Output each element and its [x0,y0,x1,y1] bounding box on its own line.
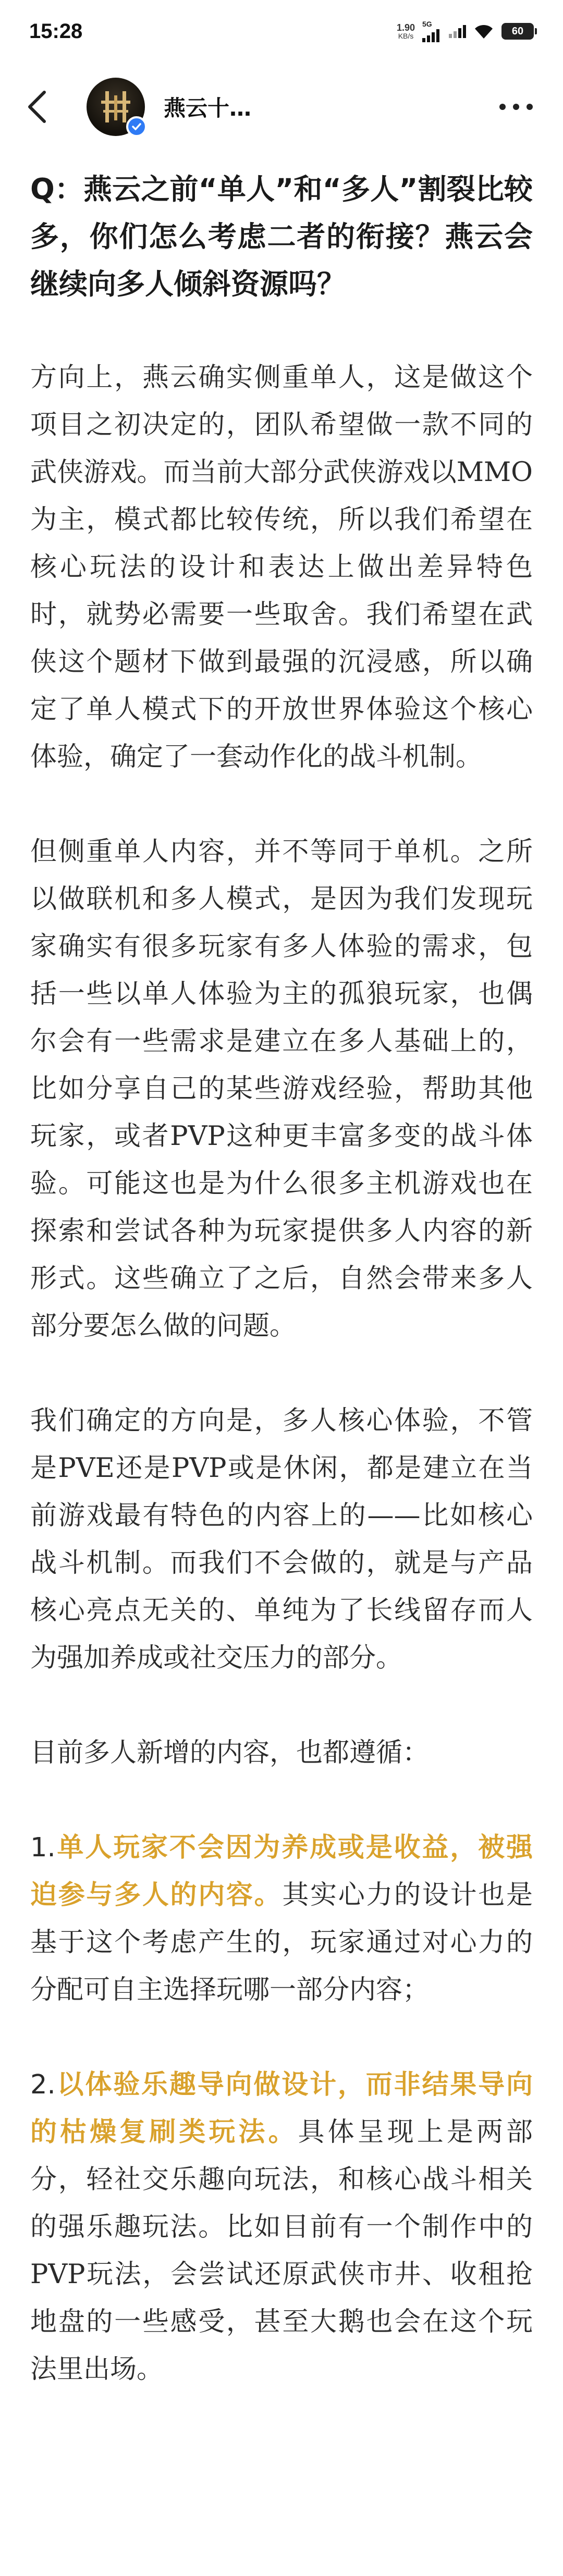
more-options-button[interactable] [488,93,544,120]
question-heading: Q：燕云之前“单人”和“多人”割裂比较多，你们怎么考虑二者的衔接？燕云会继续向多人倾斜资源吗？ [30,172,533,301]
signal-5g-icon [422,20,439,42]
principle-highlight: 以体验乐趣导向做设计，而非结果导向的枯燥复刷类玩法。 [30,2069,533,2148]
status-time: 15:28 [29,19,83,43]
top-nav-bar [0,63,563,151]
network-type: 5G [422,20,432,28]
network-speed [397,23,415,40]
network-speed-value: 1.90 [396,22,415,33]
principle-number: 2. [30,2069,56,2100]
paragraph-multiplayer-reason: 但侧重单人内容，并不等同于单机。之所以做联机和多人模式，是因为我们发现玩家确实有很多玩家有多人体验的需求，包括一些以单人体验为主的孤狼玩家，也偶尔会有一些需求是建立在多人基础上的，比如分享自己的某些游戏经验，帮助其他玩家，或者PVP这种更丰富多变的战斗体验。可能这也是为什么很多主机游戏也在探索和尝试各种为玩家提供多人内容的新形式。这些确立了之后，自然会带来多人部分要怎么做的问题。 [30,836,533,1341]
principle-item-1 [30,1824,533,2014]
principle-text: 具体呈现上是两部分，轻社交乐趣向玩法，和核心战斗相关的强乐趣玩法。比如目前有一个制作中的PVP玩法，会尝试还原武侠市井、收租抢地盘的一些感受，甚至大鹅也会在这个玩法里出场。 [30,2117,533,2385]
principle-item-2 [30,2061,533,2393]
chevron-left-icon [27,90,47,124]
account-name[interactable]: 燕云十… [164,95,252,121]
paragraph-direction: 方向上，燕云确实侧重单人，这是做这个项目之初决定的，团队希望做一款不同的武侠游戏。而当前大部分武侠游戏以MMO为主，模式都比较传统，所以我们希望在核心玩法的设计和表达上做出差异特色时，就势必需要一些取舍。我们希望在武侠这个题材下做到最强的沉浸感，所以确定了单人模式下的开放世界体验这个核心体验，确定了一套动作化的战斗机制。 [30,362,533,772]
principle-number: 1. [30,1832,56,1863]
principle-highlight: 单人玩家不会因为养成或是收益，被强迫参与多人的内容。 [30,1832,533,1911]
verified-check-icon [126,116,147,137]
principle-text: 其实心力的设计也是基于这个考虑产生的，玩家通过对心力的分配可自主选择玩哪一部分内容； [30,1880,533,2005]
article-body [30,166,533,2441]
paragraph-principles-intro: 目前多人新增的内容，也都遵循： [30,1737,430,1768]
more-dots-icon [499,104,506,110]
status-icons [397,20,534,42]
wifi-icon [473,23,494,40]
paragraph-core-direction: 我们确定的方向是，多人核心体验，不管是PVE还是PVP或是休闲，都是建立在当前游戏最有特色的内容上的——比如核心战斗机制。而我们不会做的，就是与产品核心亮点无关的、单纯为了长线留存而人为强加养成或社交压力的部分。 [30,1406,533,1673]
signal-icon [449,24,466,38]
back-button[interactable] [19,83,55,130]
battery-level: 60 [511,25,524,37]
network-speed-unit: KB/s [398,32,414,40]
status-bar [0,0,563,63]
battery-icon [501,23,534,40]
account-avatar[interactable] [87,78,145,136]
